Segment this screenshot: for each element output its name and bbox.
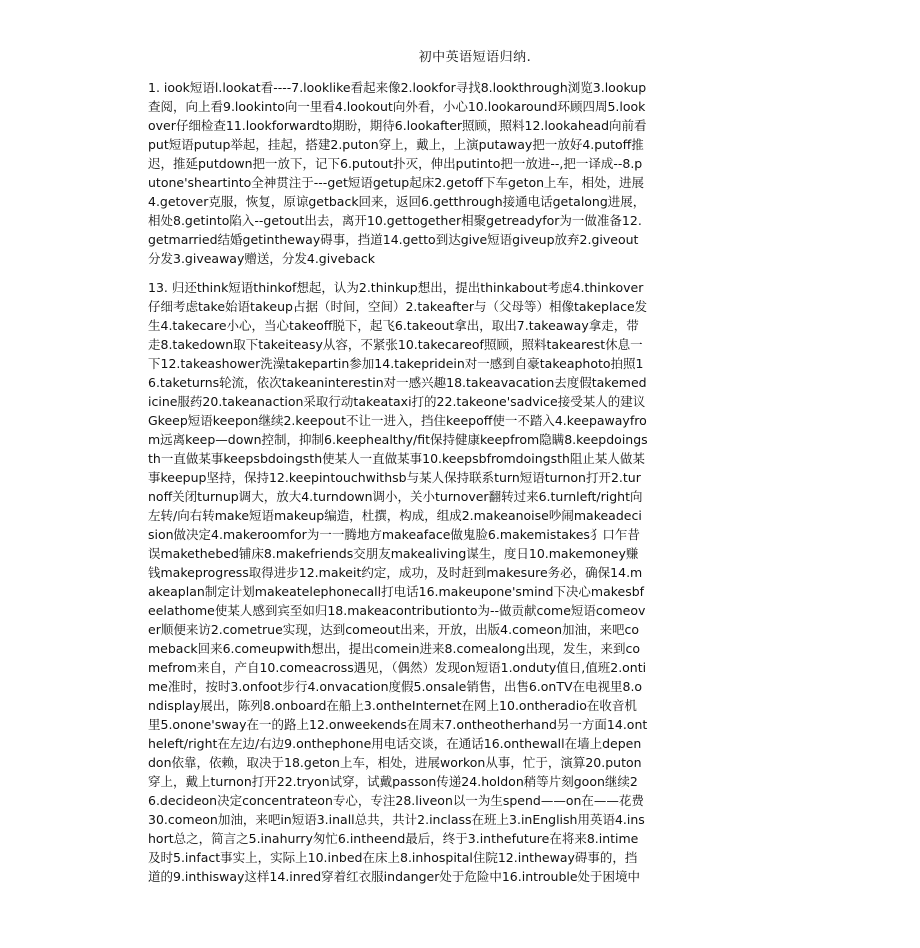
paragraph-think-take-keep-turn-make-come-on-in: 13. 归还think短语thinkof想起，认为2.thinkup想出，提出thinkabout考虑4.thinkover仔细考虑take始语takeup占据（时间，空间）2.takeafter与（父母等）相像takeplace发生4.takecare小心，当心takeoff脱下，起飞6.takeout拿出，取出7.takeaway拿走，带走8.takedown取下takeiteasy从容，不紧张10.takecareof照顾，照料takearest休息一下12.takeashower洗澡takepartin参加14.takepridein对一感到自豪takeaphoto拍照16.taketurns轮流，依次takeaninterestin对一感兴趣18.takeavacation去度假takemedicine服药20.takeanaction采取行动takeataxi打的22.takeone'sadvice接受某人的建议Gkeep短语keepon继续2.keepout不让一进入，挡住keepoff使一不踏入4.keepawayfrom远离keep—down控制，抑制6.keephealthy/fit保持健康keepfrom隐瞒8.keepdoingsth一直做某事keepsbdoingsth使某人一直做某事10.keepsbfromdoingsth阻止某人做某事keepup坚持，保持12.keepintouchwithsb与某人保持联系turn短语turnon打开2.turnoff关闭turnup调大，放大4.turndown调小，关小turnover翻转过来6.turnleft/right向左转/向右转make短语makeup编造，杜撰，构成，组成2.makeanoise吵闹makeadecision做决定4.makeroomfor为一一腾地方makeaface做鬼脸6.makemistakes犭口乍昔误makethebed铺床8.makefriends交朋友makealiving谋生，度日10.makemoney赚钱makeprogress取得进步12.makeit约定，成功，及时赶到makesure务必，确保14.makeaplan制定计划makeatelephonecall打电话16.makeupone'smind下决心makesbfeelathome使某人感到宾至如归18.makeacontributionto为--做贡献come短语comeover顺便来访2.cometrue实现，达到comeout出来，开放，出版4.comeon加油，来吧comeback回来6.comeupwith想出，提出comein进来8.comealong出现，发生，来到comefrom来自，产自10.comeacross遇见，（偶然）发现on短语1.onduty值日,值班2.ontime准时，按时3.onfoot步行4.onvacation度假5.onsale销售，出售6.onTV在电视里8.ondisplay展出，陈列8.onboard在船上3.ontheInternet在网上10.ontheradio在收音机里5.onone'sway在一的路上12.onweekends在周末7.ontheotherhand另一方面14.ontheleft/right在左边/右边9.onthephone用电话交谈，在通话16.onthewall在墙上dependon依靠，依赖，取决于18.geton上车，相处，进展workon从事，忙于，演算20.puton穿上，戴上turnon打开22.tryon试穿，试戴passon传递24.holdon稍等片刻goon继续26.decideon决定concentrateon专心，专注28.liveon以一为生spend——on在——花费30.comeon加油，来吧in短语3.inall总共，共计2.inclass在班上3.inEnglish用英语4.inshort总之，简言之5.inahurry匆忙6.intheend最后，终于3.inthefuture在将来8.intime及时5.infact事实上，实际上10.inbed在床上8.inhospital住院12.intheway碍事的，挡道的9.inthisway这样14.inred穿着红衣服indanger处于危险中16.introuble处于困境中 [148,280,648,884]
paragraph-look-put-get-give: 1. iook短语l.lookat看----7.looklike看起来像2.lookfor寻找8.lookthrough浏览3.lookup查阅，向上看9.lookinto向一里看4.lookout向外看，小心10.lookaround环顾四周5.lookover仔细检查11.lookforwardto期盼，期待6.lookafter照顾，照料12.lookahead向前看put短语putup举起，挂起，搭建2.puton穿上，戴上，上演putaway把一放好4.putoff推迟，推延putdown把一放下，记下6.putout扑灭，伸出putinto把一放进--,把一译成--8.putone'sheartinto全神贯注于---get短语getup起床2.getoff下车geton上车，相处，进展4.getover克服，恢复，原谅getback回来，返回6.getthrough接通电话getalong进展，相处8.getinto陷入--getout出去，离开10.gettogether相聚getreadyfor为一做准备12.getmarried结婚getintheway碍事，挡道14.getto到达give短语giveup放弃2.giveout分发3.giveaway赠送，分发4.giveback [148,80,647,266]
document-title: 初中英语短语归纳. [418,50,532,65]
document-body [148,78,648,886]
